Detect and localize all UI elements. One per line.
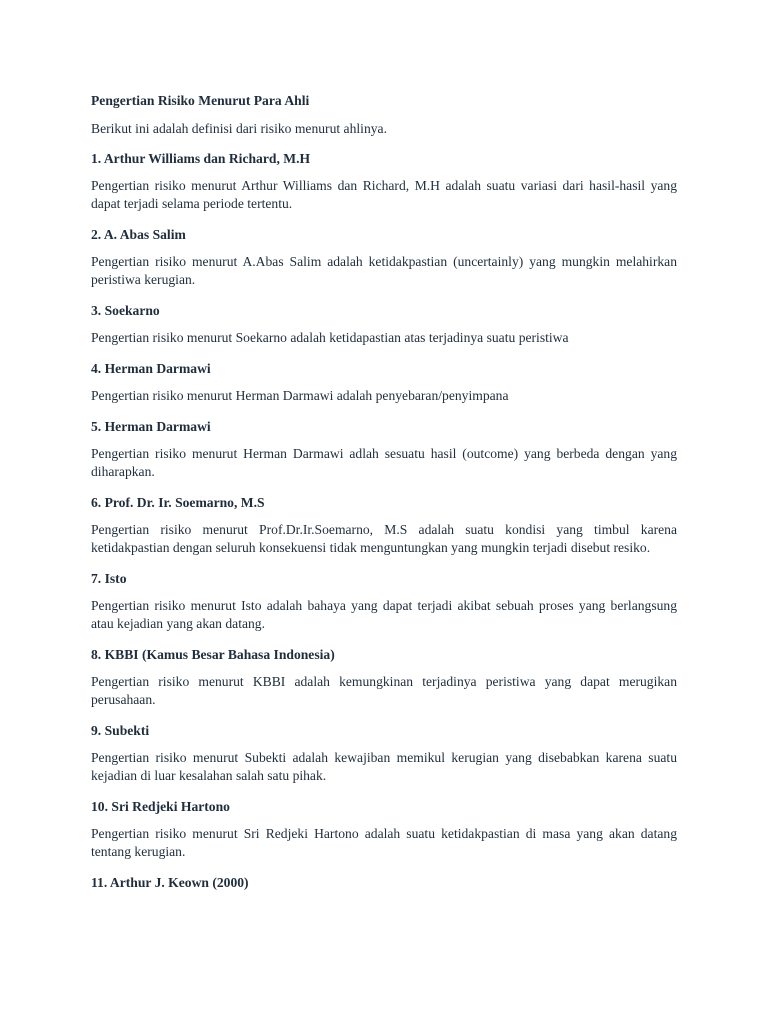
section-5 [91, 418, 677, 481]
section-body: Pengertian risiko menurut Prof.Dr.Ir.Soemarno, M.S adalah suatu kondisi yang timbul karena ketidakpastian dengan seluruh konsekuensi tidak menguntungkan yang mungkin terjadi disebut resiko. [91, 522, 677, 555]
section-body: Pengertian risiko menurut Herman Darmawi adlah sesuatu hasil (outcome) yang berbeda dengan yang diharapkan. [91, 446, 677, 479]
section-heading: 11. Arthur J. Keown (2000) [91, 875, 249, 890]
section-heading: 8. KBBI (Kamus Besar Bahasa Indonesia) [91, 647, 335, 662]
section-heading: 7. Isto [91, 571, 127, 586]
section-body: Pengertian risiko menurut Isto adalah bahaya yang dapat terjadi akibat sebuah proses yang berlangsung atau kejadian yang akan datang. [91, 598, 677, 631]
section-8 [91, 646, 677, 709]
section-4 [91, 360, 677, 405]
section-11 [91, 874, 677, 892]
section-7 [91, 570, 677, 633]
section-10 [91, 798, 677, 861]
section-body: Pengertian risiko menurut KBBI adalah kemungkinan terjadinya peristiwa yang dapat merugikan perusahaan. [91, 674, 677, 707]
section-heading: 10. Sri Redjeki Hartono [91, 799, 230, 814]
section-1 [91, 150, 677, 213]
section-6 [91, 494, 677, 557]
section-heading: 3. Soekarno [91, 303, 160, 318]
section-3 [91, 302, 677, 347]
section-heading: 6. Prof. Dr. Ir. Soemarno, M.S [91, 495, 265, 510]
document-title: Pengertian Risiko Menurut Para Ahli [91, 93, 310, 108]
section-body: Pengertian risiko menurut Subekti adalah kewajiban memikul kerugian yang disebabkan karena suatu kejadian di luar kesalahan salah satu pihak. [91, 750, 677, 783]
section-body: Pengertian risiko menurut Soekarno adalah ketidapastian atas terjadinya suatu peristiwa [91, 330, 569, 345]
section-2 [91, 226, 677, 289]
document-intro: Berikut ini adalah definisi dari risiko menurut ahlinya. [91, 121, 387, 136]
section-body: Pengertian risiko menurut A.Abas Salim adalah ketidakpastian (uncertainly) yang mungkin melahirkan peristiwa kerugian. [91, 254, 677, 287]
section-body: Pengertian risiko menurut Herman Darmawi adalah penyebaran/penyimpana [91, 388, 509, 403]
section-9 [91, 722, 677, 785]
section-heading: 4. Herman Darmawi [91, 361, 211, 376]
section-heading: 5. Herman Darmawi [91, 419, 211, 434]
section-heading: 2. A. Abas Salim [91, 227, 186, 242]
section-body: Pengertian risiko menurut Arthur Williams dan Richard, M.H adalah suatu variasi dari hasil-hasil yang dapat terjadi selama periode tertentu. [91, 178, 677, 211]
document-page [91, 92, 677, 901]
section-body: Pengertian risiko menurut Sri Redjeki Hartono adalah suatu ketidakpastian di masa yang akan datang tentang kerugian. [91, 826, 677, 859]
section-heading: 9. Subekti [91, 723, 150, 738]
section-heading: 1. Arthur Williams dan Richard, M.H [91, 151, 311, 166]
